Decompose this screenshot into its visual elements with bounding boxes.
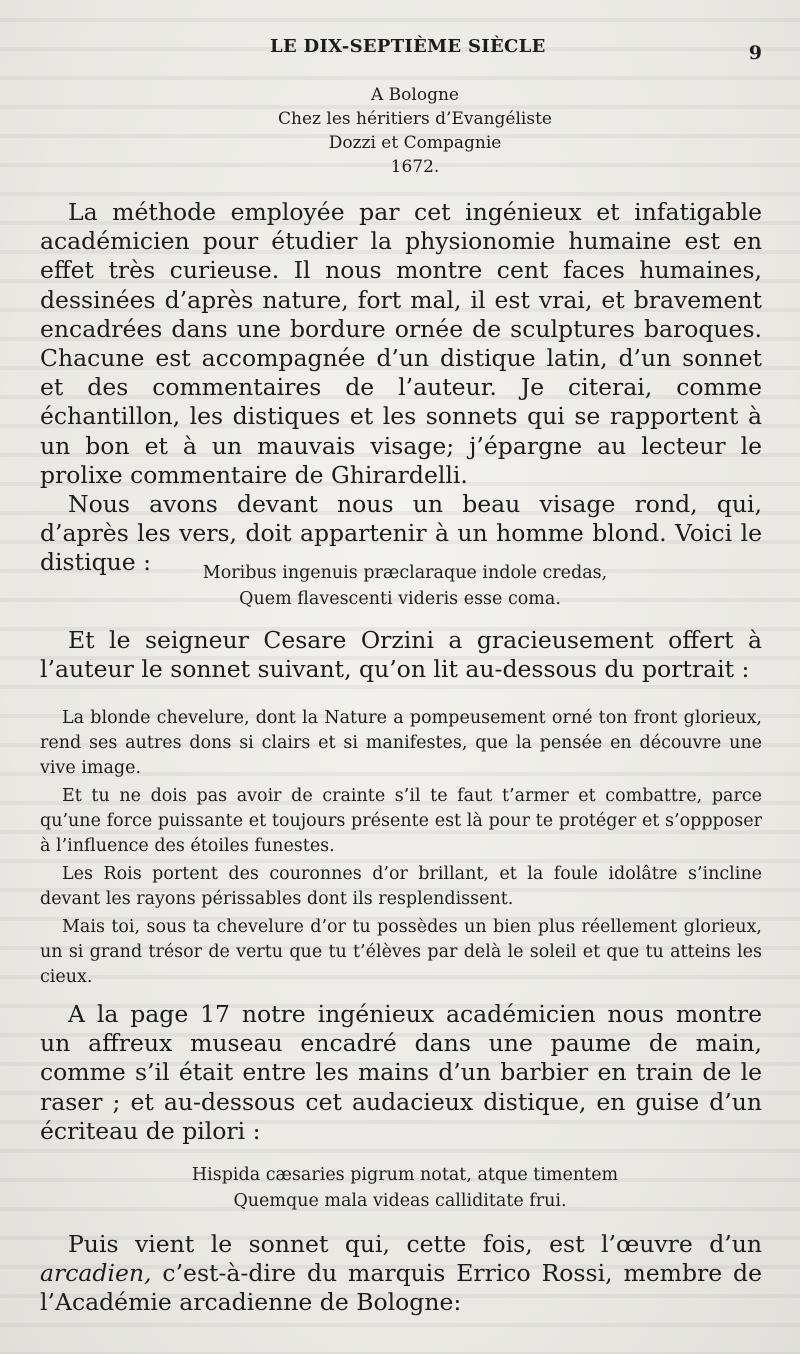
paragraph: A la page 17 notre ingénieux académicien nous montre un affreux museau encadré dans une paume de main, comme s’il était entre les mains d’un barbier en train de le raser ; et au-dessous cet audacieux distique, en guise d’un écriteau de pilori : bbox=[40, 1000, 762, 1145]
paragraph: Et le seigneur Cesare Orzini a gracieusement offert à l’auteur le sonnet suivant, qu’on lit au-dessous du portrait : bbox=[40, 626, 762, 684]
sonnet-translation-1 bbox=[40, 706, 762, 993]
imprint-line: Chez les héritiers d’Evangéliste bbox=[278, 109, 552, 129]
latin-distich-1 bbox=[0, 560, 800, 612]
sonnet-stanza: Et tu ne dois pas avoir de crainte s’il te faut t’armer et combattre, parce qu’une force puissante et toujours présente est là pour te protéger et s’oppposer à l’influence des étoiles funestes. bbox=[40, 786, 762, 856]
imprint-line: Dozzi et Compagnie bbox=[328, 133, 502, 153]
running-title: LE DIX-SEPTIÈME SIÈCLE bbox=[270, 36, 546, 57]
italic-word: arcadien, bbox=[40, 1259, 152, 1288]
imprint-line: 1672. bbox=[390, 157, 440, 177]
imprint-block bbox=[0, 83, 800, 179]
body-section-3 bbox=[40, 1000, 762, 1146]
paragraph-text: c’est-à-dire du marquis Errico Rossi, membre de l’Académie arcadienne de Bologne: bbox=[40, 1259, 762, 1317]
latin-distich-2 bbox=[0, 1162, 800, 1214]
body-section-1 bbox=[40, 198, 762, 578]
verse-line: Quem flavescenti videris esse coma. bbox=[239, 589, 561, 609]
body-section-2 bbox=[40, 626, 762, 684]
sonnet-stanza: Mais toi, sous ta chevelure d’or tu possèdes un bien plus réellement glorieux, un si grand trésor de vertu que tu t’élèves par delà le soleil et que tu atteins les cieux. bbox=[40, 917, 762, 987]
verse-line: Hispida cæsaries pigrum notat, atque timentem bbox=[191, 1165, 619, 1185]
paragraph bbox=[40, 1230, 762, 1318]
page-header bbox=[0, 36, 800, 66]
sonnet-stanza: La blonde chevelure, dont la Nature a pompeusement orné ton front glorieux, rend ses autres dons si clairs et si manifestes, que la pensée en découvre une vive image. bbox=[40, 708, 762, 778]
imprint-line: A Bologne bbox=[371, 85, 459, 105]
sonnet-stanza: Les Rois portent des couronnes d’or brillant, et la foule idolâtre s’incline devant les rayons périssables dont ils resplendissent. bbox=[40, 864, 762, 909]
paragraph: La méthode employée par cet ingénieux et infatigable académicien pour étudier la physionomie humaine est en effet très curieuse. Il nous montre cent faces humaines, dessinées d’après nature, fort mal, il est vrai, et bravement encadrées dans une bordure ornée de sculptures baroques. Chacune est accompagnée d’un distique latin, d’un sonnet et des commentaires de l’auteur. Je citerai, comme échantillon, les distiques et les sonnets qui se rapportent à un bon et à un mauvais visage; j’épargne au lecteur le prolixe commentaire de Ghirardelli. bbox=[40, 198, 762, 489]
verse-line: Moribus ingenuis præclaraque indole credas, bbox=[202, 563, 608, 583]
paragraph-text: Puis vient le sonnet qui, cette fois, est l’œuvre d’un bbox=[68, 1230, 762, 1258]
page-number: 9 bbox=[748, 42, 762, 64]
verse-line: Quemque mala videas calliditate frui. bbox=[233, 1191, 567, 1211]
paragraph: Nous avons devant nous un beau visage rond, qui, d’après les vers, doit appartenir à un homme blond. Voici le distique : bbox=[40, 490, 762, 577]
body-section-4 bbox=[40, 1230, 762, 1318]
